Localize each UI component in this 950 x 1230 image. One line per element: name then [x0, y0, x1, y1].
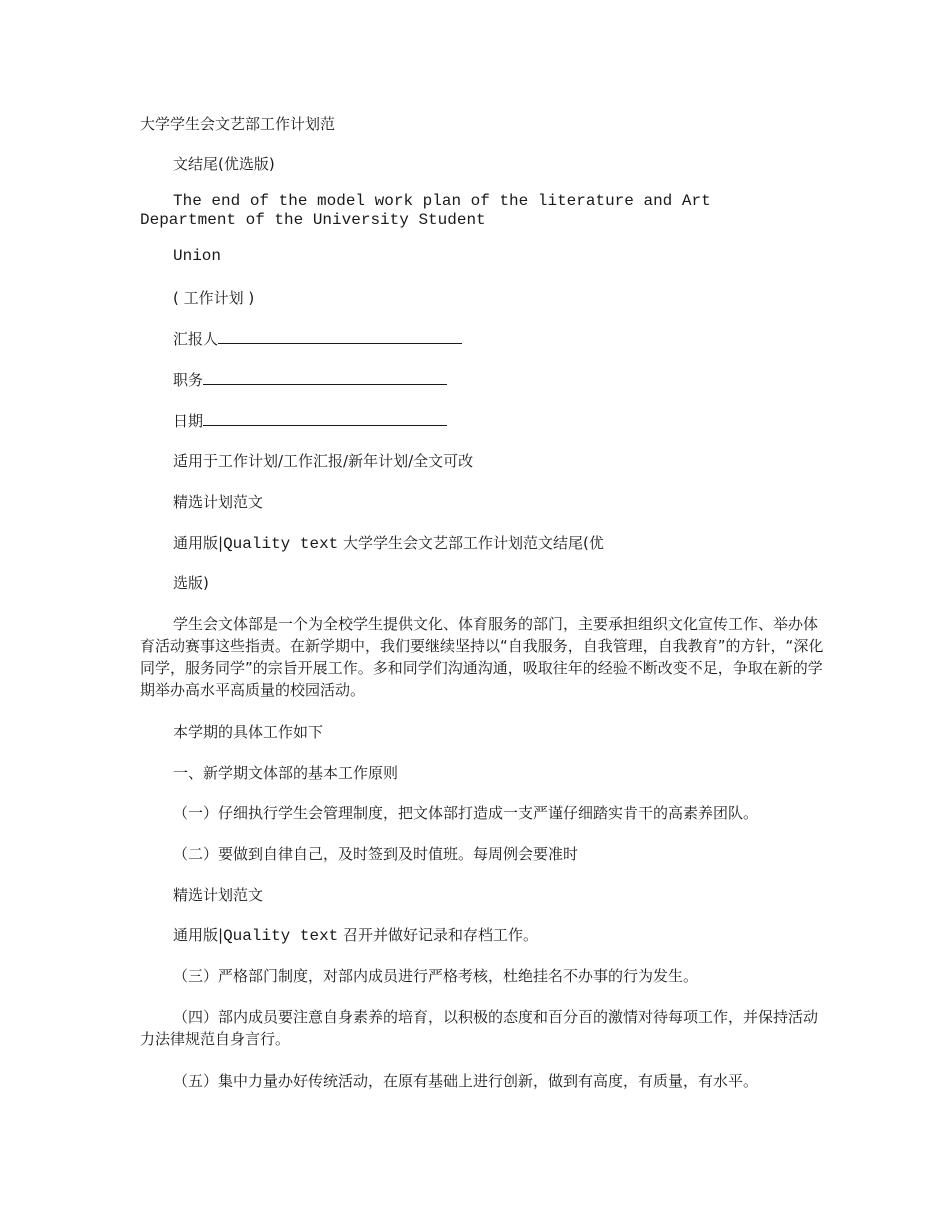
reporter-underline [218, 327, 462, 344]
title-line-1: 大学学生会文艺部工作计划范 [140, 115, 336, 133]
header-label-1: 精选计划范文 [173, 493, 264, 511]
date-underline [203, 409, 447, 426]
item-5: （五）集中力量办好传统活动，在原有基础上进行创新，做到有高度，有质量，有水平。 [173, 1072, 759, 1090]
header-prefix-2: 通用版| [173, 926, 224, 944]
work-intro: 本学期的具体工作如下 [173, 723, 324, 741]
date-label: 日期 [173, 412, 204, 430]
date-field [173, 409, 863, 432]
position-label: 职务 [173, 371, 204, 389]
reporter-label: 汇报人 [173, 330, 219, 348]
item-4: （四）部内成员要注意自身素养的培育，以积极的态度和百分百的激情对待每项工作，并保持活动力法律规范自身言行。 [140, 1008, 819, 1048]
header-label-2: 精选计划范文 [173, 886, 264, 904]
usage-note: 适用于工作计划/工作汇报/新年计划/全文可改 [173, 452, 474, 470]
position-underline [203, 368, 447, 385]
intro-paragraph: 学生会文体部是一个为全校学生提供文化、体育服务的部门，主要承担组织文化宣传工作、举办体育活动赛事这些指责。在新学期中，我们要继续坚持以“自我服务，自我管理，自我教育”的方针，“深化同学，服务同学”的宗旨开展工作。多和同学们沟通沟通，吸取往年的经验不断改变不足，争取在新的学期举办高水平高质量的校园活动。 [140, 615, 824, 699]
header-cont-1: 选版) [173, 574, 209, 592]
english-title-line-3: Union [173, 247, 222, 265]
english-title [140, 192, 830, 230]
header-line-2 [173, 924, 863, 946]
header-quality-1: Quality text [223, 535, 339, 553]
header-line-1 [173, 532, 863, 554]
item-2: （二）要做到自律自己，及时签到及时值班。每周例会要准时 [173, 845, 579, 863]
item-3: （三）严格部门制度，对部内成员进行严格考核，杜绝挂名不办事的行为发生。 [173, 967, 699, 985]
item-1: （一）仔细执行学生会管理制度，把文体部打造成一支严谨仔细踏实肯干的高素养团队。 [173, 804, 759, 822]
section-heading-1: 一、新学期文体部的基本工作原则 [173, 764, 399, 782]
english-title-line-2: Department of the University Student [140, 211, 486, 229]
header-rest-2: 召开并做好记录和存档工作。 [338, 926, 539, 944]
title-line-2: 文结尾(优选版) [173, 155, 275, 173]
header-quality-2: Quality text [223, 927, 339, 945]
category-label: ( 工作计划 ) [173, 289, 255, 307]
header-rest-1: 大学学生会文艺部工作计划范文结尾(优 [338, 534, 604, 552]
reporter-field [173, 327, 863, 350]
english-title-line-1: The end of the model work plan of the literature and Art [173, 192, 711, 210]
position-field [173, 368, 863, 391]
header-prefix-1: 通用版| [173, 534, 224, 552]
